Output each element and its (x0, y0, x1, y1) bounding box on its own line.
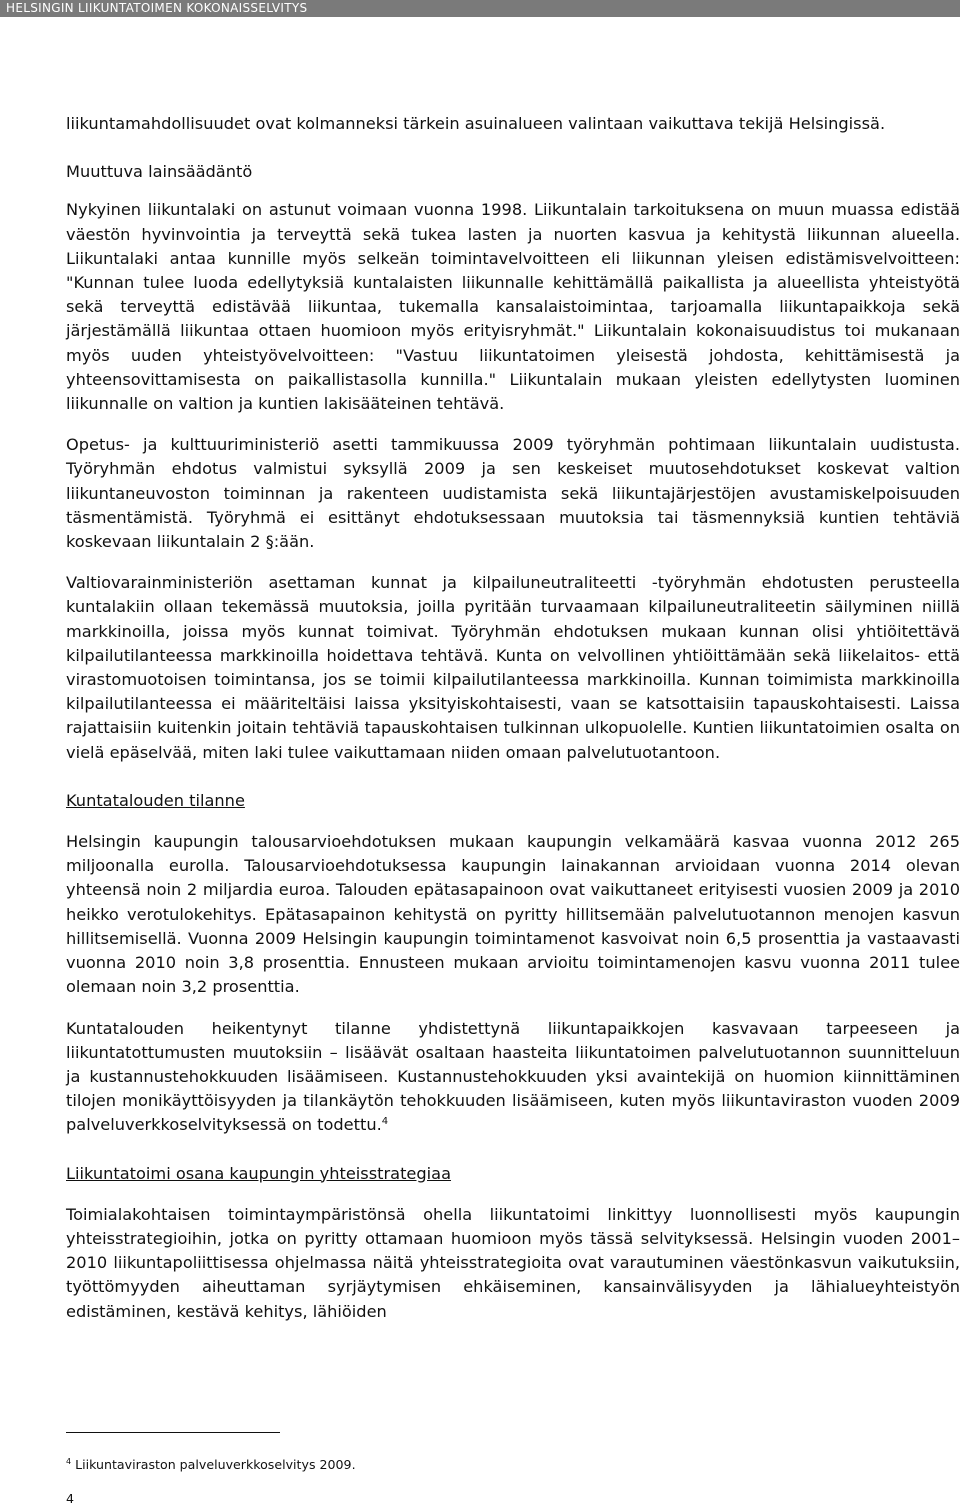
page-number: 4 (66, 1491, 75, 1506)
paragraph: Opetus- ja kulttuuriministeriö asetti tammikuussa 2009 työryhmän pohtimaan liikuntalain uudistusta. Työryhmän ehdotus valmistui syksyllä 2009 ja sen keskeiset muutosehdotukset koskevat valtion liikuntaneuvoston toiminnan ja rakenteen uudistamista sekä liikuntajärjestöjen avustamiskelpoisuuden täsmentämistä. Työryhmä ei esittänyt ehdotuksessaan muutoksia tai täsmennyksiä kuntien tehtäviä koskevaan liikuntalain 2 §:ään. (66, 435, 960, 552)
section-heading: Kuntatalouden tilanne (66, 790, 245, 810)
footnote-separator (66, 1432, 280, 1433)
paragraph: Toimialakohtaisen toimintaympäristönsä ohella liikuntatoimi linkittyy luonnollisesti myös kaupungin yhteisstrategioihin, jotka on pyritty ottamaan huomioon myös tässä selvityksessä. Helsingin vuoden 2001–2010 liikuntapoliittisessa ohjelmassa näitä yhteisstrategioita ovat varautuminen väestönkasvun vaikutuksiin, työttömyyden aiheuttaman syrjäytymisen ehkäiseminen, kansainvälisyyden ja lähialueyhteistyön edistäminen, kestävä kehitys, lähiöiden (66, 1204, 960, 1321)
paragraph-text: Kuntatalouden heikentynyt tilanne yhdistettynä liikuntapaikkojen kasvavaan tarpeeseen ja liikuntatottumusten muutoksiin – lisäävät osaltaan haasteita liikuntatoimen palvelutuotannon suunnitteluun ja kustannustehokkuuden lisäämiseen. Kustannustehokkuuden yksi avaintekijä on huomion kiinnittäminen tilojen monikäyttöisyyden ja tilankäytön tehokkuuden lisäämiseen, kuten myös liikuntaviraston vuoden 2009 palveluverkkoselvityksessä on todettu. (66, 1018, 960, 1135)
footnote-reference: 4 (381, 1116, 389, 1128)
footnote (66, 1457, 356, 1473)
running-header (0, 0, 960, 17)
paragraph (66, 1017, 960, 1138)
paragraph: Nykyinen liikuntalaki on astunut voimaan vuonna 1998. Liikuntalain tarkoituksena on muun muassa edistää väestön hyvinvointia ja terveyttä sekä tukea lasten ja nuorten kasvua ja kehitystä liikunnan alueella. Liikuntalaki antaa kunnille myös selkeän toimintavelvoitteen eli liikunnan yleisen edistämisvelvoitteen: "Kunnan tulee luoda edellytyksiä kuntalaisten liikunnalle kehittämällä paikallista ja alueellista yhteistyötä sekä terveyttä edistävää liikuntaa, tukemalla kansalaistoimintaa, tarjoamalla liikuntapaikkoja sekä järjestämällä liikuntaa ottaen huomioon myös erityisryhmät." Liikuntalain kokonaisuudistus toi mukanaan myös uuden yhteistyövelvoitteen: "Vastuu liikuntatoimen yleisestä johdosta, kehittämisestä ja yhteensovittamisesta on paikallistasolla kunnilla." Liikuntalain mukaan yleisten edellytysten luominen liikunnalle on valtion ja kuntien lakisääteinen tehtävä. (66, 200, 960, 414)
section-heading: Liikuntatoimi osana kaupungin yhteisstrategiaa (66, 1163, 452, 1183)
paragraph: Helsingin kaupungin talousarvioehdotuksen mukaan kaupungin velkamäärä kasvaa vuonna 2012 265 miljoonalla eurolla. Talousarvioehdotuksessa kaupungin lainakannan arvioidaan vuonna 2014 olevan yhteensä noin 2 miljardia euroa. Talouden epätasapainoon ovat vaikuttaneet erityisesti vuosien 2009 ja 2010 heikko verotulokehitys. Epätasapainon kehitystä on pyritty hillitsemään palvelutuotannon menojen kasvun hillitsemisellä. Vuonna 2009 Helsingin kaupungin toimintamenot kasvoivat noin 6,5 prosenttia ja vastaavasti vuonna 2010 noin 3,8 prosenttia. Ennusteen mukaan arvioitu toimintamenojen kasvu vuonna 2011 tulee olemaan noin 3,2 prosenttia. (66, 832, 960, 997)
footnote-text: Liikuntaviraston palveluverkkoselvitys 2009. (75, 1457, 356, 1472)
document-body (66, 112, 960, 1324)
paragraph: liikuntamahdollisuudet ovat kolmanneksi tärkein asuinalueen valintaan vaikuttava tekijä Helsingissä. (66, 114, 886, 133)
footnote-number: 4 (66, 1457, 72, 1466)
paragraph: Valtiovarainministeriön asettaman kunnat ja kilpailuneutraliteetti -työryhmän ehdotusten perusteella kuntalakiin ollaan tekemässä muutoksia, joilla pyritään turvaamaan kilpailuneutraliteetin säilyminen niillä markkinoilla, joissa myös kunnat toimivat. Työryhmän ehdotuksen mukaan kunnan olisi yhtiöitettävä kilpailutilanteessa markkinoilla hoidettava tehtävä. Kunta on velvollinen yhtiöittämään sekä liikelaitos- että virastomuotoisen toimintansa, jos se toimii kilpailutilanteessa markkinoilla. Kunnan toimimista markkinoilla kilpailutilanteessa ei määriteltäisi laissa yksityiskohtaisesti, vaan se katsottaisiin tapauskohtaisesti. Laissa rajattaisiin kuitenkin joitain tehtäviä tapauskohtaisen tulkinnan ulkopuolelle. Kuntien liikuntatoimien osalta on vielä epäselvää, miten laki tulee vaikuttamaan niiden omaan palvelutuotantoon. (66, 573, 960, 762)
section-heading: Muuttuva lainsäädäntö (66, 162, 253, 182)
running-header-title: HELSINGIN LIIKUNTATOIMEN KOKONAISSELVITYS (6, 1, 308, 15)
